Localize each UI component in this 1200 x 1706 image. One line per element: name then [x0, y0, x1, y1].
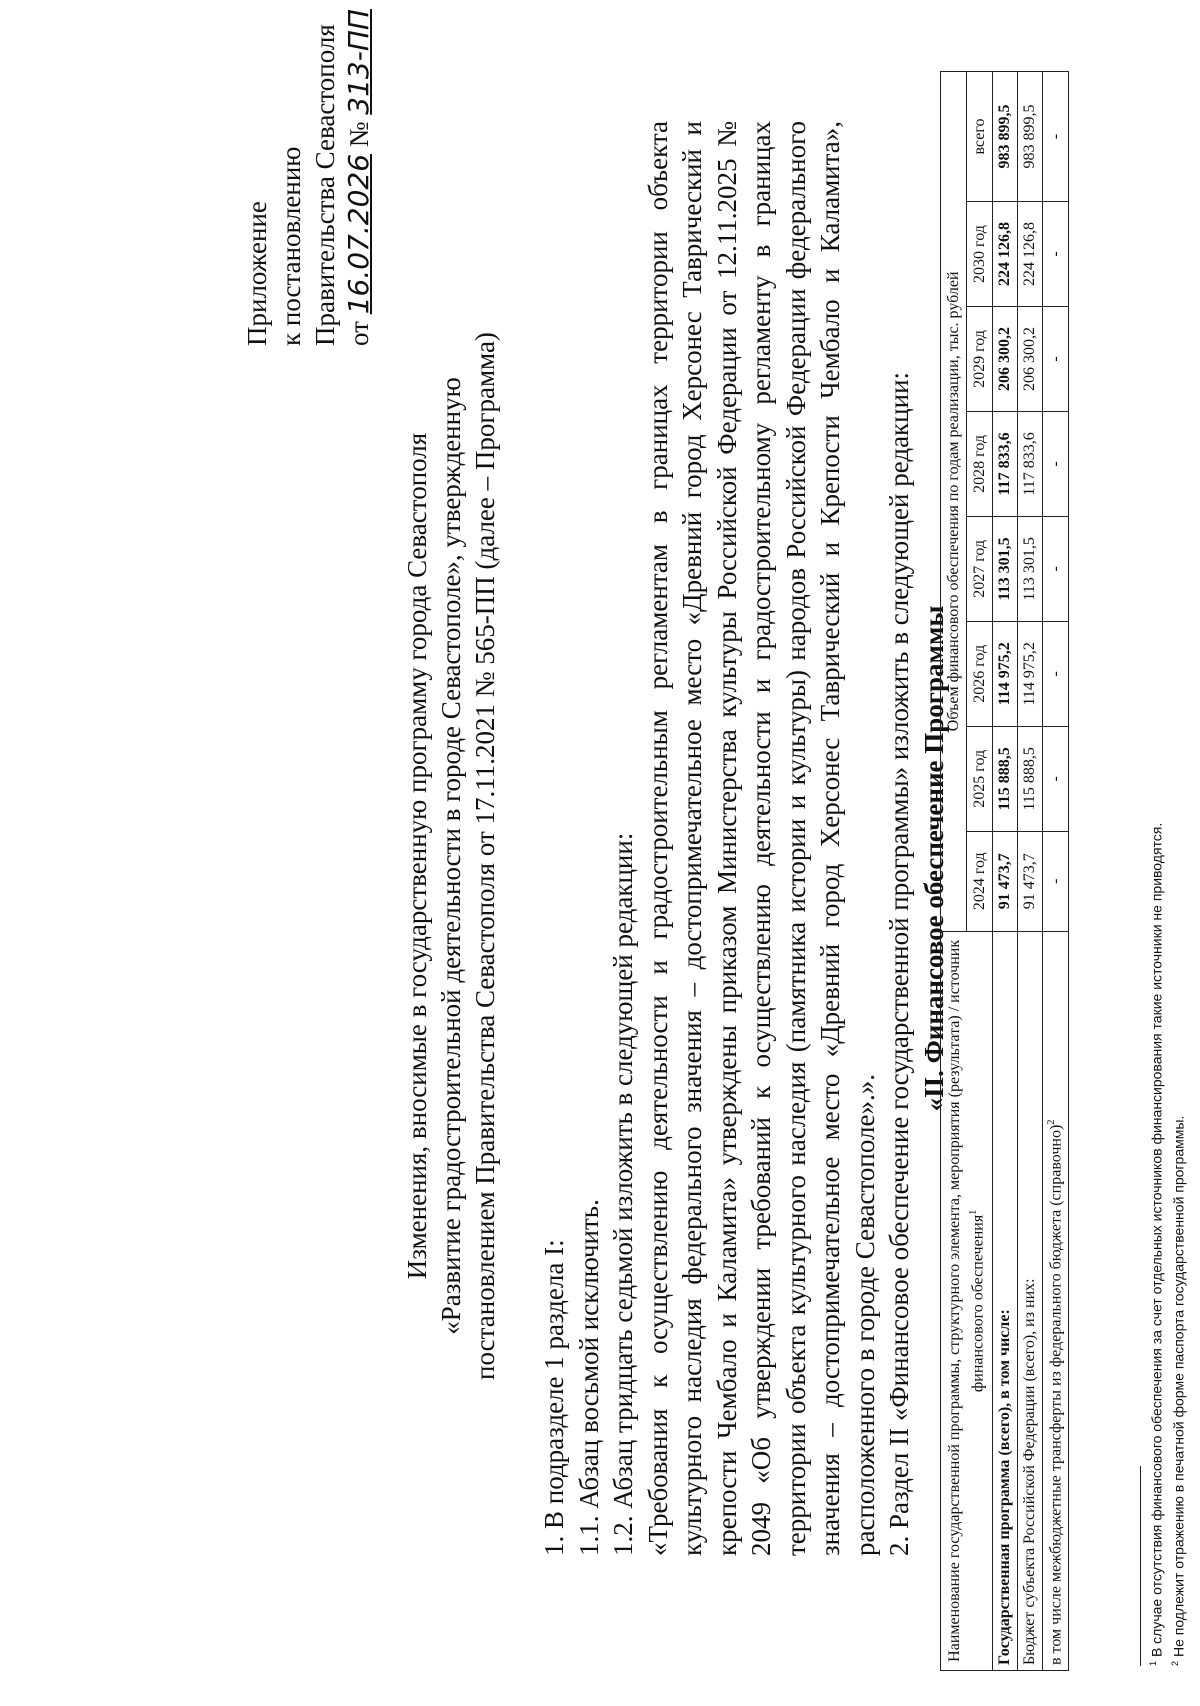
section-title: «II. Финансовое обеспечение Программы [918, 605, 949, 1112]
value-cell: 224 126,8 [1018, 202, 1043, 307]
date-prefix: от [344, 321, 374, 346]
value-cell: 224 126,8 [993, 202, 1018, 307]
document-title [400, 116, 502, 1596]
value-cell: 114 975,2 [993, 621, 1018, 726]
approval-line-2: к постановлению [276, 146, 306, 346]
row-name-cell: Бюджет субъекта Российской Федерации (всего), из них: [1018, 931, 1043, 1670]
value-cell: 91 473,7 [993, 831, 1018, 931]
year-header: 2029 год [967, 306, 993, 411]
value-cell: - [1043, 306, 1069, 411]
handwritten-date: 16.07.2026 [342, 153, 375, 315]
value-cell: 206 300,2 [1018, 306, 1043, 411]
value-cell: - [1043, 831, 1069, 931]
title-line-2: «Развитие градостроительной деятельности в городе Севастополе», утвержденную [436, 377, 466, 1335]
year-header: 2028 год [967, 411, 993, 516]
paragraph-2: 2. Раздел II «Финансовое обеспечение государственной программы» изложить в следующей редакции: [884, 371, 914, 1556]
volume-header: Объем финансового обеспечения по годам реализации, тыс. рублей [941, 72, 967, 932]
table-row [993, 72, 1018, 1671]
table-row [1018, 72, 1043, 1671]
paragraph-1-2: 1.2. Абзац тридцать седьмой изложить в следующей редакции: [608, 832, 638, 1556]
value-cell: 113 301,5 [993, 516, 1018, 621]
value-cell: 983 899,5 [1018, 72, 1043, 202]
approval-date-line [342, 9, 376, 346]
year-header: 2027 год [967, 516, 993, 621]
footnote-separator [1140, 1466, 1141, 1666]
year-header: всего [967, 72, 993, 202]
paragraph-1-1: 1.1. Абзац восьмой исключить. [573, 1199, 604, 1556]
value-cell: 117 833,6 [1018, 411, 1043, 516]
approval-block [240, 9, 376, 346]
footnotes [1144, 823, 1187, 1666]
value-cell: - [1043, 411, 1069, 516]
year-header: 2024 год [967, 831, 993, 931]
value-cell: - [1043, 516, 1069, 621]
paragraph-1: 1. В подразделе 1 раздела I: [539, 1239, 569, 1556]
approval-line-3: Правительства Севастополя [310, 24, 340, 346]
value-cell: 206 300,2 [993, 306, 1018, 411]
value-cell: 114 975,2 [1018, 621, 1043, 726]
year-header: 2030 год [967, 202, 993, 307]
value-cell: 113 301,5 [1018, 516, 1043, 621]
row-name-cell: в том числе межбюджетные трансферты из федерального бюджета (справочно)$^2$ [1043, 931, 1069, 1670]
value-cell: - [1043, 72, 1069, 202]
value-cell: - [1043, 726, 1069, 831]
value-cell: 983 899,5 [993, 72, 1018, 202]
title-line-1: Изменения, вносимые в государственную программу города Севастополя [402, 432, 432, 1280]
footnote-1: $^1$ В случае отсутствия финансового обеспечения за счет отдельных источников финансирования такие источники не приводятся. [1148, 822, 1165, 1666]
table-row [1043, 72, 1069, 1671]
value-cell: - [1043, 621, 1069, 726]
value-cell: 91 473,7 [1018, 831, 1043, 931]
row-name-cell: Государственная программа (всего), в том числе: [993, 931, 1018, 1670]
handwritten-number: 313-ПП [342, 9, 375, 115]
number-prefix: № [344, 121, 374, 148]
approval-line-1: Приложение [242, 201, 272, 346]
year-header: 2025 год [967, 726, 993, 831]
year-header: 2026 год [967, 621, 993, 726]
value-cell: 117 833,6 [993, 411, 1018, 516]
paragraph-quote: «Требования к осуществлению деятельности и градостроительным регламентам в границах территории объекта культурного наследия федерального значения – достопримечательное место «Древний город Херсонес Таврический и крепости Чембало и Каламита» утверждены приказом Министерства культуры Российской Федерации от 12.11.2025 № 2049 «Об утверждении требований к осуществлению деятельности и градостроительному регламенту в границах территории объекта культурного наследия (памятника истории и культуры) народов Российской Федерации федерального значения – достопримечательное место «Древний город Херсонес Таврический и Крепости Чембало и Каламита», расположенного в городе Севастополе».». [642, 121, 880, 1556]
value-cell: 115 888,5 [993, 726, 1018, 831]
value-cell: 115 888,5 [1018, 726, 1043, 831]
name-column-header: Наименование государственной программы, структурного элемента, мероприятия (результата) / источник финансового обеспечения$^1$ [941, 931, 993, 1670]
footnote-2: $^2$ Не подлежит отражению в печатной форме паспорта государственной программы. [1169, 1115, 1187, 1666]
title-line-3: постановлением Правительства Севастополя от 17.11.2021 № 565-ПП (далее – Программа) [470, 332, 500, 1380]
table-body [993, 72, 1069, 1671]
document-body [537, 121, 951, 1596]
financing-table [940, 71, 1069, 1671]
value-cell: - [1043, 202, 1069, 307]
